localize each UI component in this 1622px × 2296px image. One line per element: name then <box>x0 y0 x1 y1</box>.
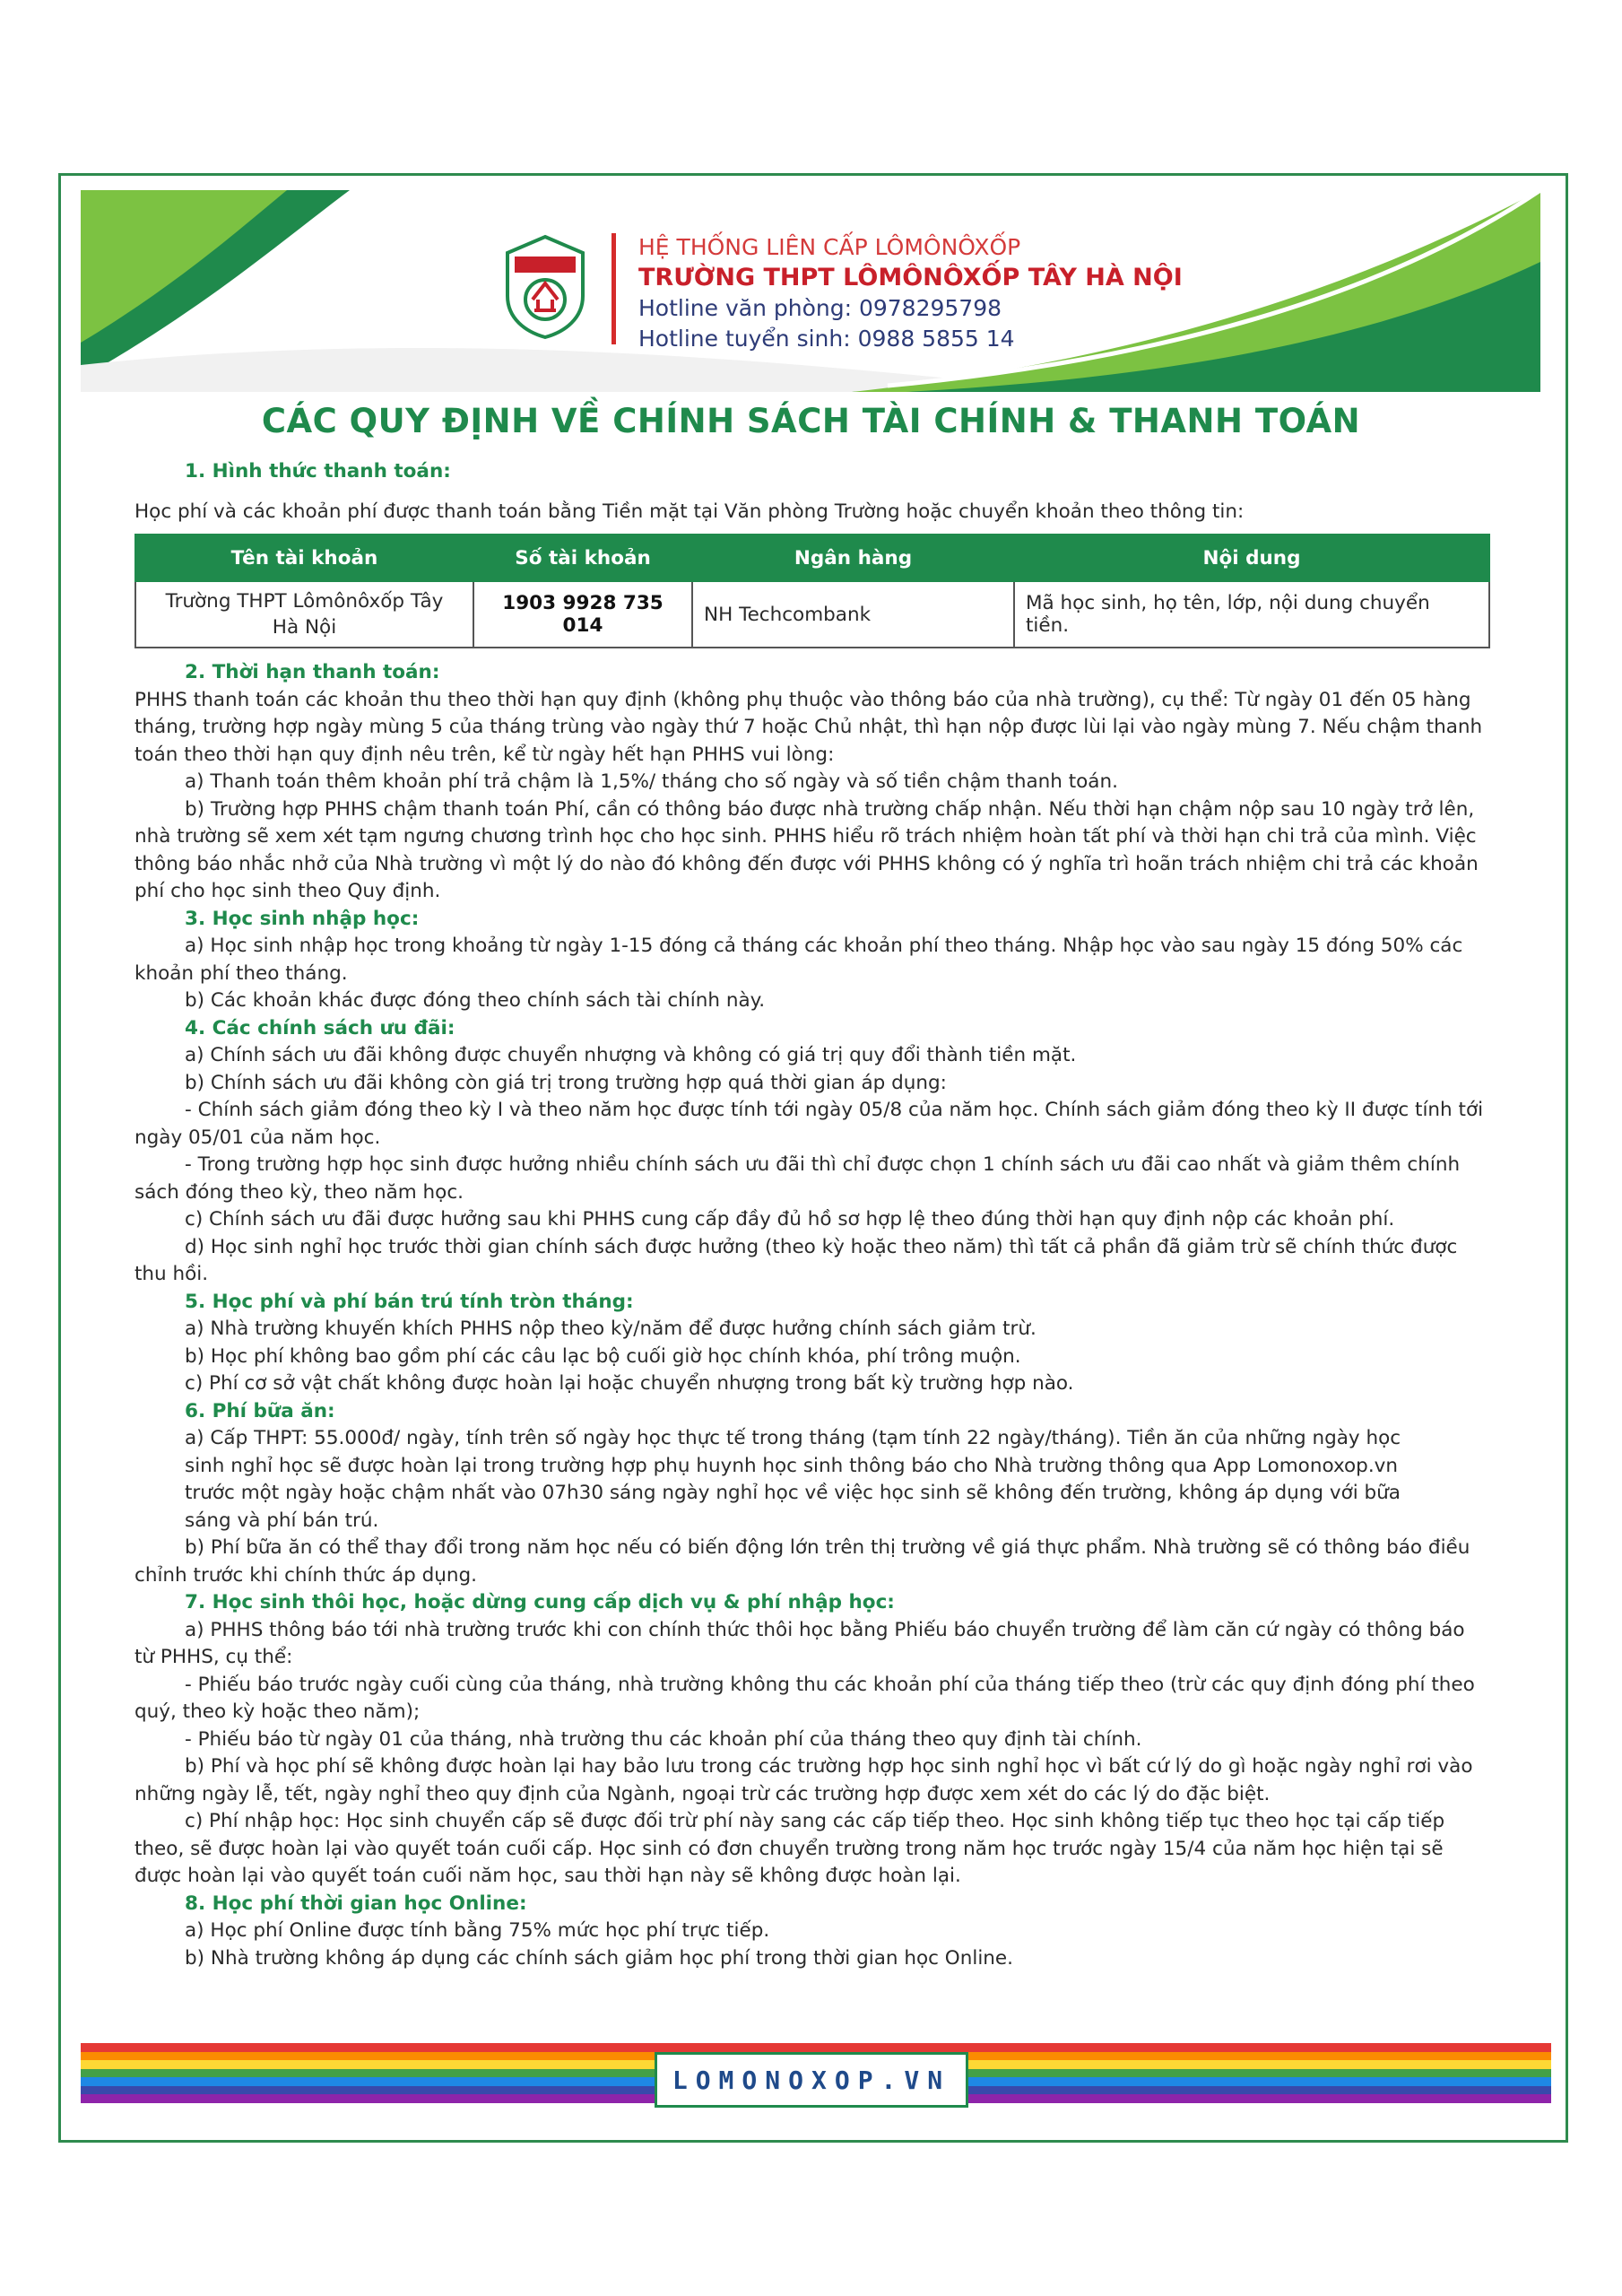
account-name-cell: Trường THPT Lômônôxốp Tây Hà Nội <box>135 581 473 648</box>
website-badge[interactable] <box>655 2052 968 2108</box>
table-header-bank: Ngân hàng <box>692 535 1014 581</box>
section-7-title: 7. Học sinh thôi học, hoặc dừng cung cấp dịch vụ & phí nhập học: <box>185 1591 895 1613</box>
section-3-title: 3. Học sinh nhập học: <box>185 907 420 930</box>
section-3-item-b: b) Các khoản khác được đóng theo chính sách tài chính này. <box>185 989 766 1012</box>
account-number-cell: 1903 9928 735 014 <box>473 581 692 648</box>
section-4-title: 4. Các chính sách ưu đãi: <box>185 1016 455 1039</box>
section-1-title: 1. Hình thức thanh toán: <box>185 460 451 483</box>
section-7-item-c: c) Phí nhập học: Học sinh chuyển cấp sẽ được đối trừ phí này sang các cấp tiếp theo. Học sinh không tiếp tục theo học tại cấp tiếp theo, sẽ được hoàn lại vào quyết toán cuối cấp. Học sinh có đơn chuyển trường trong năm học trước ngày 15/4 của năm học hiện tại sẽ được hoàn lại vào quyết toán cuối năm học, sau thời hạn này sẽ không được hoàn lại. <box>134 1810 1445 1887</box>
section-5-item-a: a) Nhà trường khuyến khích PHHS nộp theo kỳ/năm để được hưởng chính sách giảm trừ. <box>185 1318 1037 1340</box>
section-5-item-c: c) Phí cơ sở vật chất không được hoàn lại hoặc chuyển nhượng trong bất kỳ trường hợp nào. <box>185 1372 1074 1395</box>
page-title: CÁC QUY ĐỊNH VỀ CHÍNH SÁCH TÀI CHÍNH & THANH TOÁN <box>261 402 1361 440</box>
section-6-title: 6. Phí bữa ăn: <box>185 1399 335 1422</box>
hotline-office: Hotline văn phòng: 0978295798 <box>638 295 1002 321</box>
section-2-title: 2. Thời hạn thanh toán: <box>185 661 440 683</box>
section-4-item-a: a) Chính sách ưu đãi không được chuyển nhượng và không có giá trị quy đổi thành tiền mặt. <box>185 1044 1077 1066</box>
rainbow-stripe-1 <box>81 2043 1551 2052</box>
section-2-paragraph: PHHS thanh toán các khoản thu theo thời hạn quy định (không phụ thuộc vào thông báo của nhà trường), cụ thể: Từ ngày 01 đến 05 hàng tháng, trường hợp ngày mùng 5 của tháng trùng vào ngày thứ 7 hoặc Chủ nhật, thì hạn nộp được lùi lại vào ngày mùng 7. Nếu chậm thanh toán theo thời hạn quy định nêu trên, kể từ ngày hết hạn PHHS vui lòng: <box>134 688 1483 766</box>
section-1-intro: Học phí và các khoản phí được thanh toán bằng Tiền mặt tại Văn phòng Trường hoặc chuyển khoản theo thông tin: <box>134 500 1245 523</box>
school-logo <box>502 233 588 339</box>
system-name: HỆ THỐNG LIÊN CẤP LÔMÔNÔXỐP <box>638 234 1021 260</box>
section-4-item-b2: - Trong trường hợp học sinh được hưởng nhiều chính sách ưu đãi thì chỉ được chọn 1 chính sách ưu đãi cao nhất và giảm thêm chính sách đóng theo kỳ, theo năm học. <box>134 1153 1461 1204</box>
table-header-content: Nội dung <box>1014 535 1489 581</box>
policy-body <box>134 659 1490 1972</box>
table-header-account-number: Số tài khoản <box>473 535 692 581</box>
section-4-item-c: c) Chính sách ưu đãi được hưởng sau khi PHHS cung cấp đầy đủ hồ sơ hợp lệ theo đúng thời hạn quy định nộp các khoản phí. <box>185 1208 1395 1231</box>
footer-rainbow-bar <box>81 2043 1551 2117</box>
website-link[interactable]: LOMONOXOP.VN <box>672 2065 951 2095</box>
section-5-title: 5. Học phí và phí bán trú tính tròn tháng: <box>185 1290 634 1313</box>
section-6-item-b: b) Phí bữa ăn có thể thay đổi trong năm học nếu có biến động lớn trên thị trường về giá thực phẩm. Nhà trường sẽ có thông báo điều chỉnh trước khi chính thức áp dụng. <box>134 1536 1470 1587</box>
section-7-item-a2: - Phiếu báo từ ngày 01 của tháng, nhà trường thu các khoản phí của tháng theo quy định tài chính. <box>185 1727 1142 1751</box>
section-8-item-a: a) Học phí Online được tính bằng 75% mức học phí trực tiếp. <box>185 1919 770 1942</box>
section-8-title: 8. Học phí thời gian học Online: <box>185 1892 527 1915</box>
bank-cell: NH Techcombank <box>692 581 1014 648</box>
section-3-item-a: a) Học sinh nhập học trong khoảng từ ngày 1-15 đóng cả tháng các khoản phí theo tháng. Nhập học vào sau ngày 15 đóng 50% các khoản phí theo tháng. <box>134 935 1463 985</box>
section-7-item-a1: - Phiếu báo trước ngày cuối cùng của tháng, nhà trường không thu các khoản phí của tháng tiếp theo (trừ các quy định đóng phí theo quý, theo kỳ hoặc theo năm); <box>134 1673 1475 1723</box>
section-7-item-b: b) Phí và học phí sẽ không được hoàn lại hay bảo lưu trong các trường hợp học sinh nghỉ học vì bất cứ lý do gì hoặc ngày nghỉ rơi vào những ngày lễ, tết, ngày nghỉ theo quy định của Ngành, ngoại trừ các trường hợp được xem xét do các lý do đặc biệt. <box>134 1755 1473 1805</box>
transfer-content-cell: Mã học sinh, họ tên, lớp, nội dung chuyển tiền. <box>1014 581 1489 648</box>
bank-account-table <box>134 534 1490 648</box>
header-banner <box>81 190 1540 392</box>
section-2-item-a: a) Thanh toán thêm khoản phí trả chậm là 1,5%/ tháng cho số ngày và số tiền chậm thanh toán. <box>185 770 1118 793</box>
section-1 <box>134 458 1490 526</box>
section-2-item-b: b) Trường hợp PHHS chậm thanh toán Phí, cần có thông báo được nhà trường chấp nhận. Nếu thời hạn chậm nộp sau 10 ngày trở lên, nhà trường sẽ xem xét tạm ngưng chương trình học cho học sinh. PHHS hiểu rõ trách nhiệm hoàn tất phí và thời hạn chi trả của mình. Việc thông báo nhắc nhở của Nhà trường vì một lý do nào đó không đến được với PHHS không có ý nghĩa trì hoãn trách nhiệm chi trả các khoản phí cho học sinh theo Quy định. <box>134 797 1479 902</box>
section-7-item-a: a) PHHS thông báo tới nhà trường trước khi con chính thức thôi học bằng Phiếu báo chuyển trường để làm căn cứ ngày có thông báo từ PHHS, cụ thể: <box>134 1618 1465 1668</box>
section-4-item-d: d) Học sinh nghỉ học trước thời gian chính sách được hưởng (theo kỳ hoặc theo năm) thì tất cả phần đã giảm trừ sẽ chính thức được thu hồi. <box>134 1235 1458 1285</box>
table-row <box>135 581 1489 648</box>
hotline-admission: Hotline tuyển sinh: 0988 5855 14 <box>638 326 1015 352</box>
table-header-account-name: Tên tài khoản <box>135 535 473 581</box>
school-name: TRƯỜNG THPT LÔMÔNÔXỐP TÂY HÀ NỘI <box>638 264 1183 291</box>
section-4-item-b1: - Chính sách giảm đóng theo kỳ I và theo năm học được tính tới ngày 05/8 của năm học. Chính sách giảm đóng theo kỳ II được tính tới ngày 05/01 của năm học. <box>134 1099 1484 1149</box>
section-4-item-b: b) Chính sách ưu đãi không còn giá trị trong trường hợp quá thời gian áp dụng: <box>185 1071 947 1094</box>
section-8-item-b: b) Nhà trường không áp dụng các chính sách giảm học phí trong thời gian học Online. <box>185 1946 1013 1970</box>
section-5-item-b: b) Học phí không bao gồm phí các câu lạc bộ cuối giờ học chính khóa, phí trông muộn. <box>185 1344 1021 1368</box>
section-6-item-a: a) Cấp THPT: 55.000đ/ ngày, tính trên số ngày học thực tế trong tháng (tạm tính 22 ngày/tháng). Tiền ăn của những ngày học sinh nghỉ học sẽ được hoàn lại trong trường hợp phụ huynh học sinh thông báo cho Nhà trường thông qua App Lomonoxop.vn trước một ngày hoặc chậm nhất vào 07h30 sáng ngày nghỉ học về việc học sinh sẽ không đến trường, không áp dụng với bữa sáng và phí bán trú. <box>185 1427 1401 1532</box>
header-divider <box>612 233 616 344</box>
